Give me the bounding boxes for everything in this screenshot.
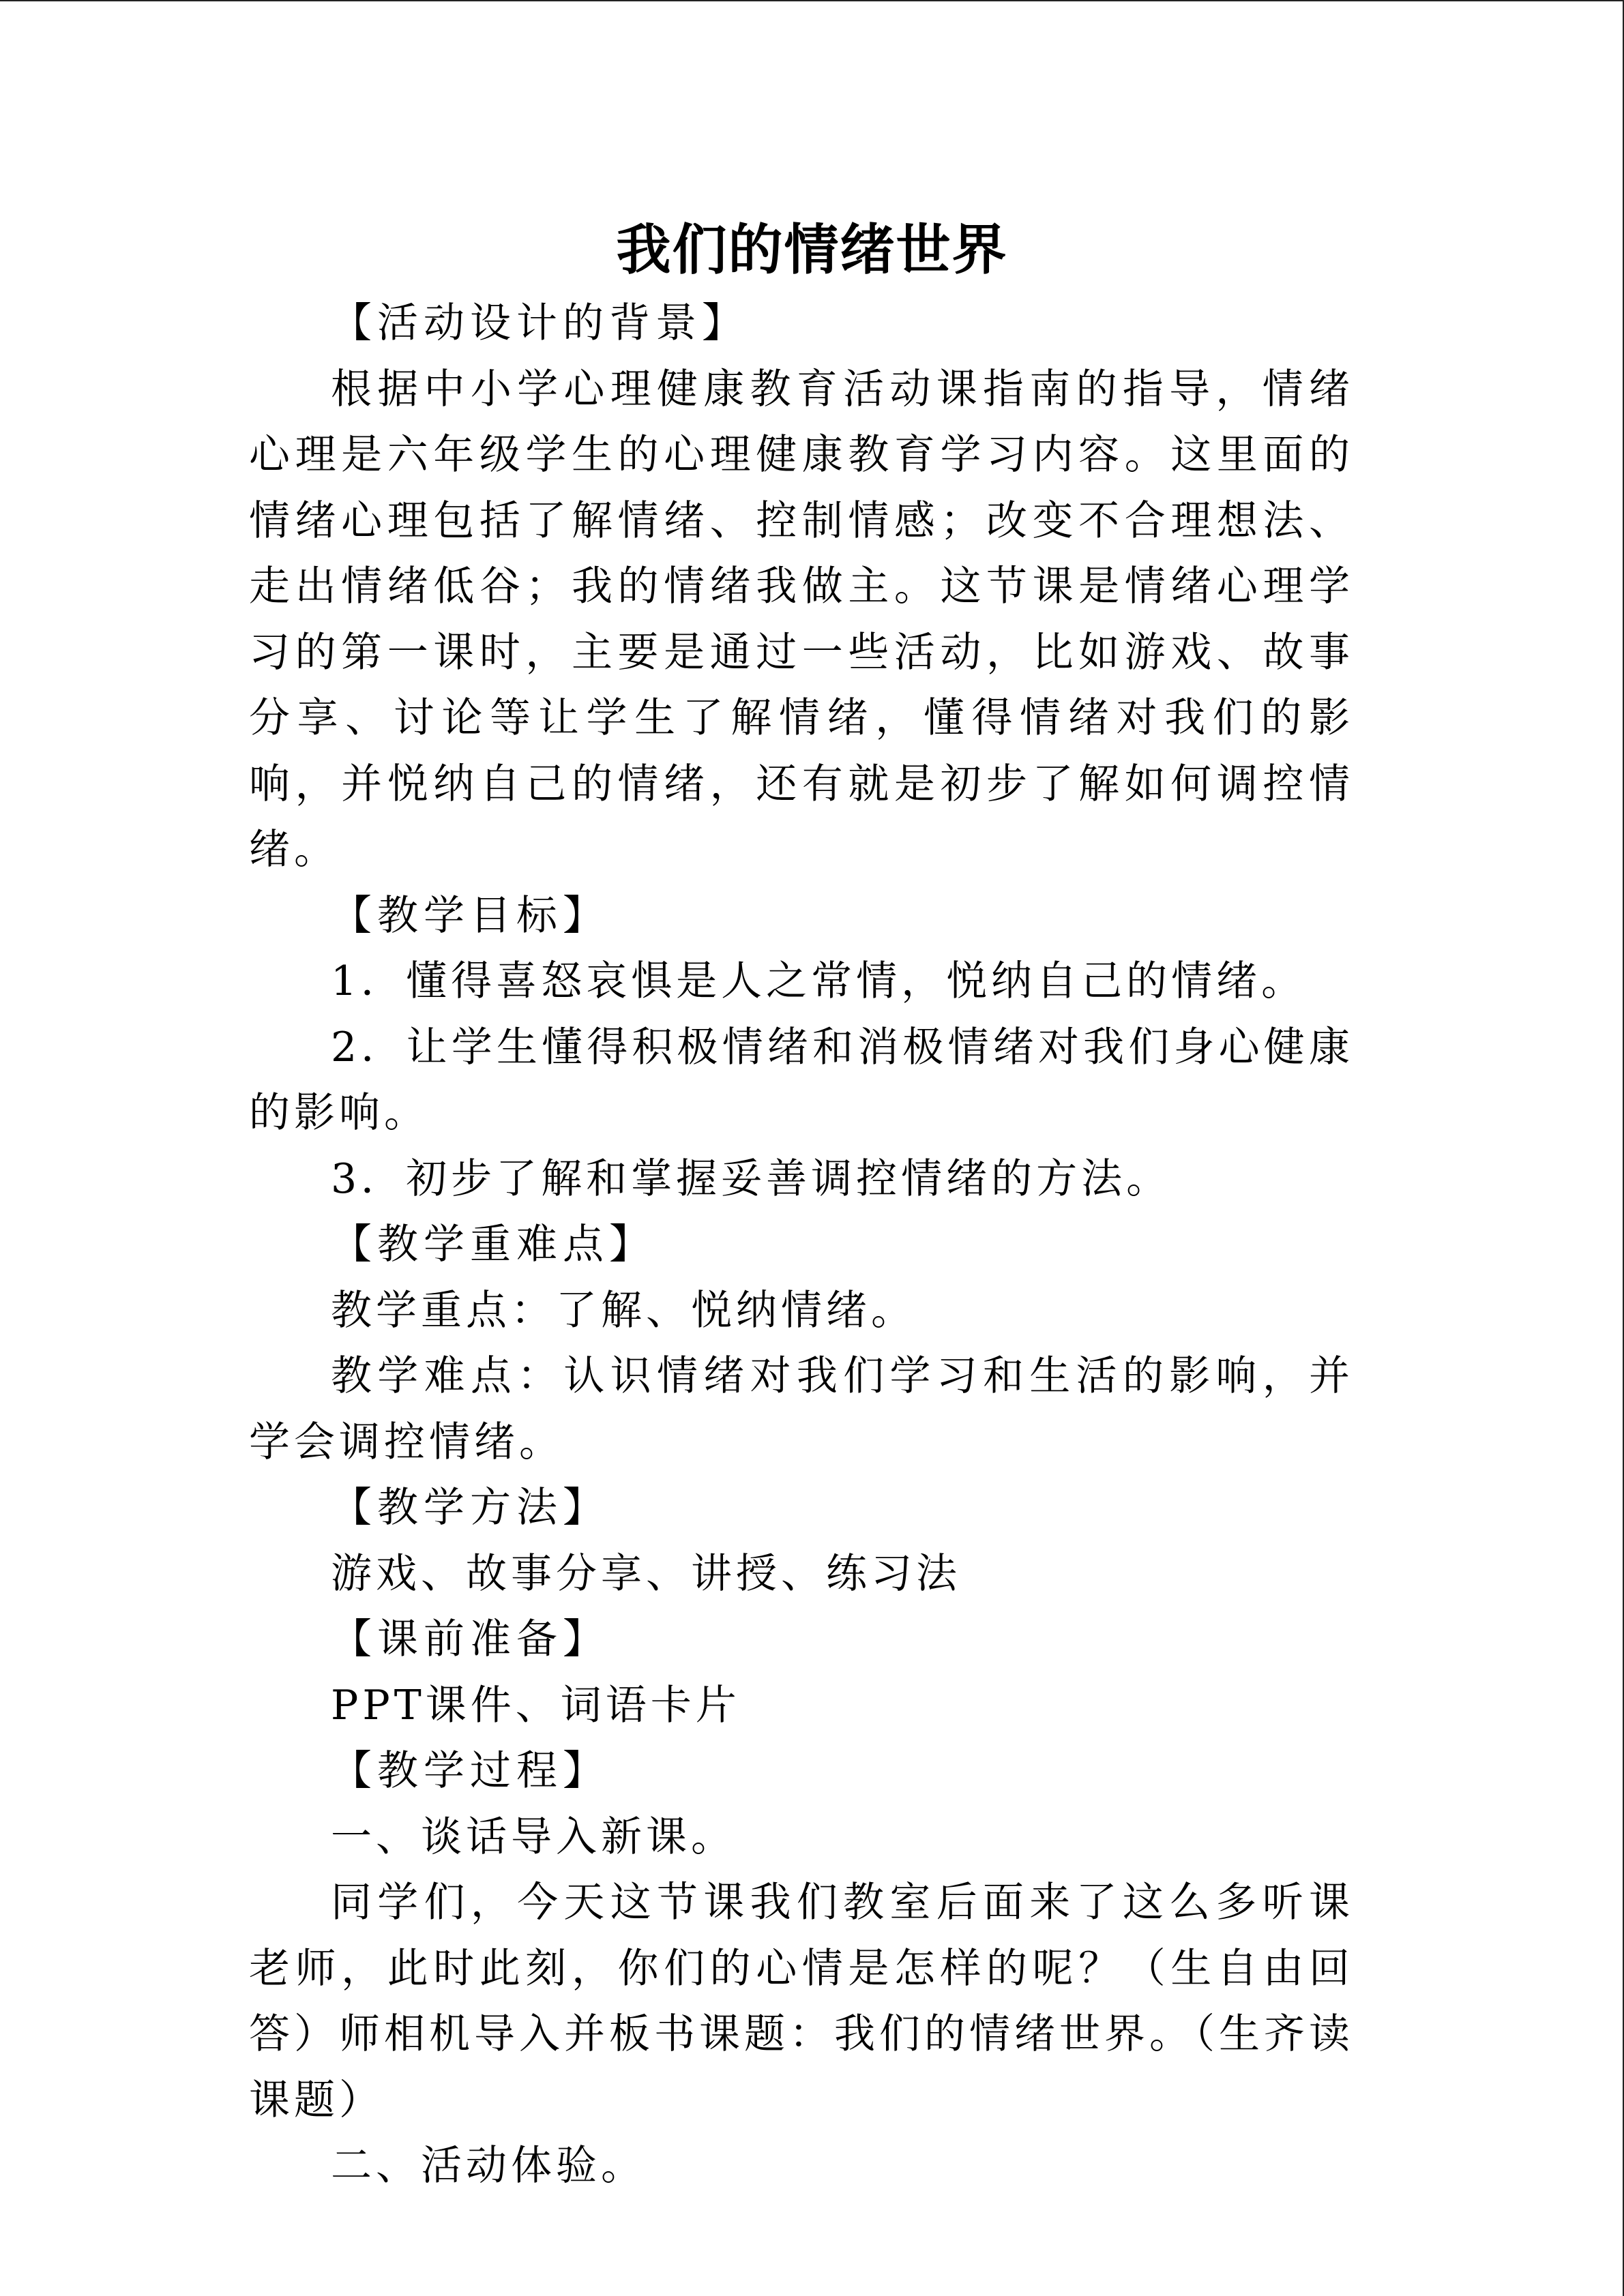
section-heading-key-points: 【教学重难点】 — [331, 1221, 655, 1268]
section-heading-methods: 【教学方法】 — [331, 1484, 609, 1532]
document-body — [249, 290, 1354, 2199]
section-heading-preparation: 【课前准备】 — [331, 1615, 609, 1663]
preparation-text: PPT课件、词语卡片 — [331, 1681, 741, 1729]
goal-item-3: 3．初步了解和掌握妥善调控情绪的方法。 — [331, 1154, 1172, 1203]
key-point: 教学重点：了解、悦纳情绪。 — [331, 1286, 916, 1335]
document-title: 我们的情绪世界 — [616, 218, 1008, 282]
section-heading-background: 【活动设计的背景】 — [331, 299, 748, 347]
methods-text: 游戏、故事分享、讲授、练习法 — [331, 1549, 961, 1598]
section-heading-process: 【教学过程】 — [331, 1747, 609, 1795]
process-step-2: 二、活动体验。 — [331, 2142, 646, 2190]
process-step-1: 一、谈话导入新课。 — [331, 1813, 736, 1861]
background-paragraph: 根据中小学心理健康教育活动课指南的指导，情绪心理是六年级学生的心理健康教育学习内容。这里面的情绪心理包括了解情绪、控制情感；改变不合理想法、走出情绪低谷；我的情绪我做主。这节课是情绪心理学习的第一课时，主要是通过一些活动，比如游戏、故事分享、讨论等让学生了解情绪，懂得情绪对我们的影响，并悦纳自己的情绪，还有就是初步了解如何调控情绪。 — [249, 365, 1354, 874]
process-step-1-text: 同学们，今天这节课我们教室后面来了这么多听课老师，此时此刻，你们的心情是怎样的呢？（生自由回答）师相机导入并板书课题：我们的情绪世界。（生齐读课题） — [249, 1879, 1354, 2124]
section-heading-goals: 【教学目标】 — [331, 891, 609, 940]
goal-item-2: 2．让学生懂得积极情绪和消极情绪对我们身心健康的影响。 — [249, 1023, 1354, 1137]
difficult-point: 教学难点：认识情绪对我们学习和生活的影响，并学会调控情绪。 — [249, 1352, 1354, 1466]
goal-item-1: 1．懂得喜怒哀惧是人之常情，悦纳自己的情绪。 — [331, 957, 1307, 1005]
